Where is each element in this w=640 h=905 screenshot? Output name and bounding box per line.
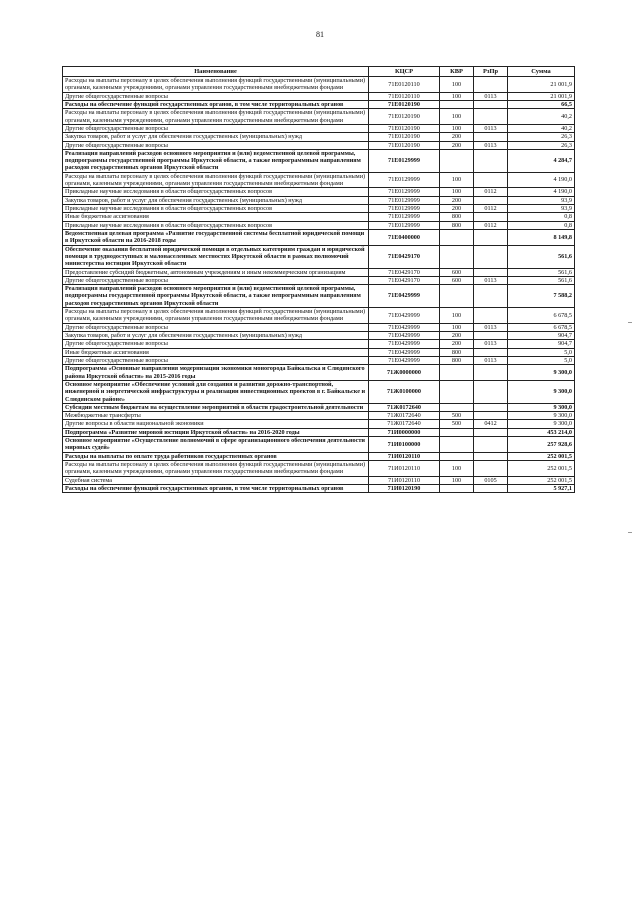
table-row (63, 100, 575, 108)
header-kvr: КВР (440, 67, 474, 77)
cell-name: Основное мероприятие «Обеспечение условий для создания и развития дорожно-транспортной, инженерной и энергетической инфраструктуры и реализации инвестиционных проектов в г. Байкальске и Слюдянском районе» (63, 380, 369, 403)
cell-kcsr: 71Е0120190 (369, 100, 440, 108)
cell-name: Прикладные научные исследования в области общегосударственных вопросов (63, 221, 369, 229)
cell-sum: 9 300,0 (508, 412, 575, 420)
cell-rzpr (474, 149, 508, 172)
cell-name: Обеспечение оказания бесплатной юридической помощи в отдельных категориям граждан и юридической помощи в труднодоступных и малонаселенных местностях Иркутской области в рамках полномочий министерства юстиции Иркутской области (63, 245, 369, 268)
cell-name: Предоставление субсидий бюджетным, автономным учреждениям и иным некоммерческим организациям (63, 268, 369, 276)
cell-sum: 453 214,0 (508, 428, 575, 436)
cell-name: Расходы на выплаты персоналу в целях обеспечения выполнения функций государственными (муниципальными) органами, казенными учреждениями, органами управления государственными внебюджетными фондами (63, 308, 369, 324)
table-row (63, 340, 575, 348)
cell-rzpr (474, 484, 508, 492)
cell-kcsr: 71Е0129999 (369, 205, 440, 213)
cell-name: Основное мероприятие «Осуществление полномочий в сфере организационного обеспечения деятельности мировых судей» (63, 437, 369, 453)
cell-rzpr (474, 133, 508, 141)
table-row (63, 276, 575, 284)
cell-sum: 9 300,0 (508, 403, 575, 411)
cell-kcsr: 71Е0129999 (369, 213, 440, 221)
cell-sum: 4 190,0 (508, 172, 575, 188)
cell-name: Расходы на выплаты персоналу в целях обеспечения выполнения функций государственными (муниципальными) органами, казенными учреждениями, органами управления государственными внебюджетными фондами (63, 172, 369, 188)
budget-table (62, 66, 575, 493)
page-number: 81 (316, 30, 324, 39)
cell-name: Расходы на выплаты персоналу в целях обеспечения выполнения функций государственными (муниципальными) органами, казенными учреждениями, органами управления государственными внебюджетными фондами (63, 461, 369, 477)
cell-sum: 9 300,0 (508, 365, 575, 381)
cell-kvr: 100 (440, 461, 474, 477)
cell-rzpr (474, 365, 508, 381)
cell-kvr (440, 452, 474, 460)
cell-kcsr: 71Е0429170 (369, 268, 440, 276)
cell-sum: 21 001,9 (508, 92, 575, 100)
budget-table-body (63, 77, 575, 493)
cell-kvr: 200 (440, 340, 474, 348)
cell-sum: 904,7 (508, 340, 575, 348)
cell-sum: 8 149,8 (508, 229, 575, 245)
table-row (63, 188, 575, 196)
cell-name: Расходы на обеспечение функций государственных органов, в том числе территориальных органов (63, 484, 369, 492)
table-row (63, 109, 575, 125)
cell-name: Другие общегосударственные вопросы (63, 323, 369, 331)
cell-name: Расходы на выплаты по оплате труда работников государственных органов (63, 452, 369, 460)
table-row (63, 348, 575, 356)
cell-name: Субсидии местным бюджетам на осуществление мероприятий в области градостроительной деятельности (63, 403, 369, 411)
table-row (63, 92, 575, 100)
table-row (63, 420, 575, 428)
cell-kcsr: 71Е0120190 (369, 133, 440, 141)
cell-name: Другие вопросы в области национальной экономики (63, 420, 369, 428)
cell-kcsr: 71Ж0172640 (369, 420, 440, 428)
cell-rzpr (474, 412, 508, 420)
cell-name: Реализация направлений расходов основного мероприятия и (или) ведомственной целевой программы, подпрограммы государственной программы Иркутской области, а также непрограммным направлениям расходов государственных органов Иркутской области (63, 285, 369, 308)
scan-mark (628, 322, 632, 323)
cell-kvr (440, 229, 474, 245)
cell-kvr: 200 (440, 141, 474, 149)
cell-kvr: 100 (440, 323, 474, 331)
cell-name: Иные бюджетные ассигнования (63, 348, 369, 356)
cell-rzpr (474, 100, 508, 108)
cell-rzpr (474, 109, 508, 125)
cell-kvr: 500 (440, 412, 474, 420)
cell-kvr: 200 (440, 332, 474, 340)
cell-rzpr: 0112 (474, 188, 508, 196)
cell-name: Закупка товаров, работ и услуг для обеспечения государственных (муниципальных) нужд (63, 196, 369, 204)
cell-name: Расходы на выплаты персоналу в целях обеспечения выполнения функций государственными (муниципальными) органами, казенными учреждениями, органами управления государственными внебюджетными фондами (63, 109, 369, 125)
cell-rzpr: 0112 (474, 221, 508, 229)
cell-kcsr: 71И0000000 (369, 428, 440, 436)
cell-name: Другие общегосударственные вопросы (63, 340, 369, 348)
cell-sum: 252 001,5 (508, 461, 575, 477)
cell-rzpr (474, 268, 508, 276)
scan-mark (628, 532, 632, 533)
cell-kcsr: 71И0120110 (369, 476, 440, 484)
cell-rzpr (474, 285, 508, 308)
table-row (63, 285, 575, 308)
cell-kvr: 200 (440, 205, 474, 213)
cell-kcsr: 71Ж0100000 (369, 380, 440, 403)
cell-sum: 5,0 (508, 356, 575, 364)
table-row (63, 149, 575, 172)
cell-kvr (440, 149, 474, 172)
cell-kvr: 800 (440, 356, 474, 364)
cell-rzpr: 0112 (474, 205, 508, 213)
cell-kvr: 100 (440, 172, 474, 188)
cell-kvr (440, 285, 474, 308)
cell-kcsr: 71Ж0000000 (369, 365, 440, 381)
table-row (63, 452, 575, 460)
header-kcsr: КЦСР (369, 67, 440, 77)
cell-kvr: 800 (440, 213, 474, 221)
cell-sum: 40,2 (508, 109, 575, 125)
table-row (63, 221, 575, 229)
cell-sum: 4 284,7 (508, 149, 575, 172)
cell-rzpr: 0113 (474, 141, 508, 149)
cell-rzpr: 0113 (474, 92, 508, 100)
cell-name: Прикладные научные исследования в области общегосударственных вопросов (63, 205, 369, 213)
header-rzpr: РзПр (474, 67, 508, 77)
cell-kcsr: 71Е0429999 (369, 348, 440, 356)
cell-rzpr (474, 308, 508, 324)
cell-name: Другие общегосударственные вопросы (63, 276, 369, 284)
cell-kcsr: 71Е0129999 (369, 149, 440, 172)
table-row (63, 213, 575, 221)
cell-kcsr: 71Е0429999 (369, 356, 440, 364)
cell-name: Другие общегосударственные вопросы (63, 356, 369, 364)
table-row (63, 356, 575, 364)
cell-rzpr (474, 332, 508, 340)
cell-kvr: 200 (440, 133, 474, 141)
cell-kvr: 100 (440, 109, 474, 125)
cell-sum: 93,9 (508, 196, 575, 204)
cell-sum: 252 001,5 (508, 452, 575, 460)
cell-sum: 66,5 (508, 100, 575, 108)
cell-kvr: 100 (440, 188, 474, 196)
table-row (63, 461, 575, 477)
cell-kvr: 100 (440, 92, 474, 100)
table-row (63, 428, 575, 436)
cell-rzpr: 0113 (474, 124, 508, 132)
cell-rzpr (474, 172, 508, 188)
cell-name: Расходы на выплаты персоналу в целях обеспечения выполнения функций государственными (муниципальными) органами, казенными учреждениями, органами управления государственными внебюджетными фондами (63, 77, 369, 93)
table-row (63, 205, 575, 213)
cell-kcsr: 71Е0429999 (369, 332, 440, 340)
cell-kcsr: 71Е0120190 (369, 124, 440, 132)
cell-kcsr: 71Е0120190 (369, 141, 440, 149)
cell-kvr: 100 (440, 124, 474, 132)
cell-kcsr: 71Е0429999 (369, 285, 440, 308)
header-name: Наименование (63, 67, 369, 77)
cell-sum: 26,3 (508, 141, 575, 149)
table-header-row (63, 67, 575, 77)
table-row (63, 196, 575, 204)
cell-kvr (440, 245, 474, 268)
table-row (63, 229, 575, 245)
cell-kvr: 100 (440, 77, 474, 93)
cell-rzpr (474, 196, 508, 204)
cell-kvr (440, 380, 474, 403)
cell-kcsr: 71И0120190 (369, 484, 440, 492)
cell-kvr: 600 (440, 276, 474, 284)
cell-name: Другие общегосударственные вопросы (63, 124, 369, 132)
table-row (63, 380, 575, 403)
cell-rzpr (474, 461, 508, 477)
cell-kvr (440, 428, 474, 436)
cell-rzpr: 0113 (474, 340, 508, 348)
cell-sum: 93,9 (508, 205, 575, 213)
cell-kcsr: 71Е0429999 (369, 308, 440, 324)
cell-name: Закупка товаров, работ и услуг для обеспечения государственных (муниципальных) нужд (63, 133, 369, 141)
cell-name: Прикладные научные исследования в области общегосударственных вопросов (63, 188, 369, 196)
cell-name: Расходы на обеспечение функций государственных органов, в том числе территориальных органов (63, 100, 369, 108)
cell-rzpr (474, 77, 508, 93)
table-row (63, 484, 575, 492)
cell-sum: 252 001,5 (508, 476, 575, 484)
table-row (63, 77, 575, 93)
cell-rzpr (474, 348, 508, 356)
cell-rzpr: 0105 (474, 476, 508, 484)
cell-kvr: 100 (440, 308, 474, 324)
cell-rzpr: 0113 (474, 323, 508, 331)
cell-sum: 257 928,6 (508, 437, 575, 453)
cell-name: Судебная система (63, 476, 369, 484)
cell-rzpr (474, 229, 508, 245)
cell-kcsr: 71Е0129999 (369, 172, 440, 188)
table-row (63, 308, 575, 324)
cell-rzpr (474, 245, 508, 268)
cell-kcsr: 71Е0429170 (369, 245, 440, 268)
cell-rzpr: 0113 (474, 276, 508, 284)
cell-sum: 9 300,0 (508, 420, 575, 428)
cell-rzpr: 0113 (474, 356, 508, 364)
cell-rzpr: 0412 (474, 420, 508, 428)
cell-sum: 561,6 (508, 268, 575, 276)
table-row (63, 403, 575, 411)
cell-name: Межбюджетные трансферты (63, 412, 369, 420)
table-row (63, 412, 575, 420)
cell-sum: 904,7 (508, 332, 575, 340)
cell-name: Иные бюджетные ассигнования (63, 213, 369, 221)
cell-name: Подпрограмма «Развитие мировой юстиции Иркутской области» на 2016-2020 годы (63, 428, 369, 436)
cell-kcsr: 71Е0129999 (369, 188, 440, 196)
cell-kcsr: 71Е0129999 (369, 196, 440, 204)
cell-sum: 7 588,2 (508, 285, 575, 308)
table-row (63, 476, 575, 484)
cell-rzpr (474, 452, 508, 460)
cell-kcsr: 71И0100000 (369, 437, 440, 453)
cell-name: Другие общегосударственные вопросы (63, 92, 369, 100)
cell-kcsr: 71Е0400000 (369, 229, 440, 245)
cell-sum: 6 678,5 (508, 323, 575, 331)
cell-sum: 40,2 (508, 124, 575, 132)
table-row (63, 268, 575, 276)
cell-name: Ведомственная целевая программа «Развитие государственной системы бесплатной юридической помощи в Иркутской области на 2016-2018 годы (63, 229, 369, 245)
cell-sum: 4 190,0 (508, 188, 575, 196)
cell-kcsr: 71Е0120190 (369, 109, 440, 125)
table-row (63, 133, 575, 141)
table-row (63, 365, 575, 381)
cell-sum: 0,8 (508, 221, 575, 229)
header-sum: Сумма (508, 67, 575, 77)
cell-rzpr (474, 380, 508, 403)
cell-kcsr: 71Е0120110 (369, 92, 440, 100)
cell-sum: 5,0 (508, 348, 575, 356)
cell-kcsr: 71Е0429999 (369, 323, 440, 331)
cell-kvr: 800 (440, 348, 474, 356)
table-row (63, 245, 575, 268)
cell-sum: 21 001,9 (508, 77, 575, 93)
cell-kvr (440, 437, 474, 453)
cell-name: Другие общегосударственные вопросы (63, 141, 369, 149)
table-row (63, 141, 575, 149)
table-row (63, 323, 575, 331)
table-row (63, 124, 575, 132)
cell-kcsr: 71И0120110 (369, 452, 440, 460)
cell-sum: 5 927,1 (508, 484, 575, 492)
table-row (63, 332, 575, 340)
cell-sum: 0,8 (508, 213, 575, 221)
cell-sum: 26,3 (508, 133, 575, 141)
cell-rzpr (474, 213, 508, 221)
cell-kcsr: 71Е0120110 (369, 77, 440, 93)
cell-kvr (440, 484, 474, 492)
cell-kcsr: 71Ж0172640 (369, 403, 440, 411)
cell-kvr (440, 403, 474, 411)
cell-rzpr (474, 428, 508, 436)
cell-kvr: 200 (440, 196, 474, 204)
cell-sum: 9 300,0 (508, 380, 575, 403)
cell-name: Подпрограмма «Основные направления модернизации экономики моногорода Байкальска и Слюдянского района Иркутской области» на 2015-2016 годы (63, 365, 369, 381)
cell-kvr: 800 (440, 221, 474, 229)
table-row (63, 437, 575, 453)
cell-kcsr: 71Ж0172640 (369, 412, 440, 420)
cell-kvr (440, 100, 474, 108)
cell-kvr: 100 (440, 476, 474, 484)
cell-kvr: 600 (440, 268, 474, 276)
cell-kvr (440, 365, 474, 381)
cell-rzpr (474, 437, 508, 453)
cell-sum: 6 678,5 (508, 308, 575, 324)
cell-kcsr: 71Е0129999 (369, 221, 440, 229)
cell-rzpr (474, 403, 508, 411)
cell-sum: 561,6 (508, 245, 575, 268)
cell-kcsr: 71Е0429999 (369, 340, 440, 348)
table-row (63, 172, 575, 188)
cell-name: Закупка товаров, работ и услуг для обеспечения государственных (муниципальных) нужд (63, 332, 369, 340)
cell-kcsr: 71Е0429170 (369, 276, 440, 284)
cell-kvr: 500 (440, 420, 474, 428)
cell-kcsr: 71И0120110 (369, 461, 440, 477)
cell-sum: 561,6 (508, 276, 575, 284)
cell-name: Реализация направлений расходов основного мероприятия и (или) ведомственной целевой программы, подпрограммы государственной программы Иркутской области, а также непрограммным направлениям расходов государственных органов Иркутской области (63, 149, 369, 172)
